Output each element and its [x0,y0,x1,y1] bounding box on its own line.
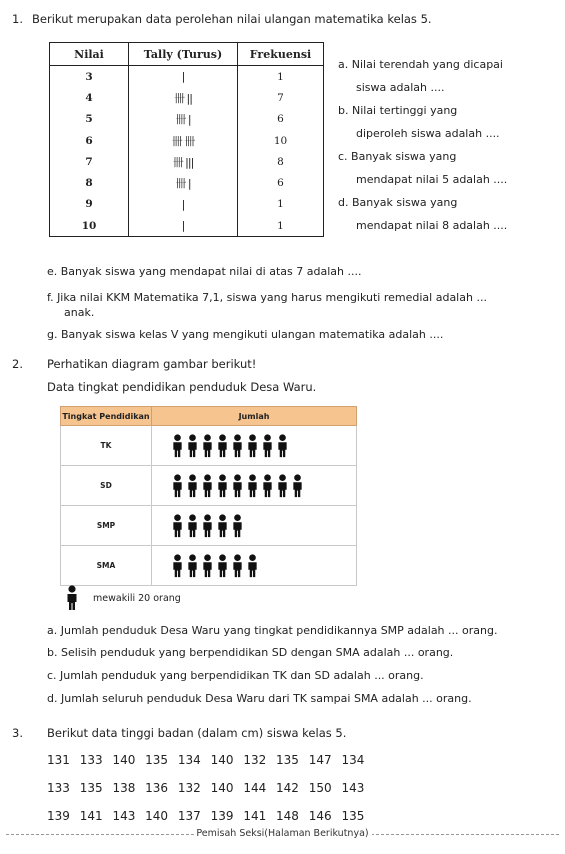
cell-icons [152,546,357,586]
question-2-number: 2. [12,357,23,371]
q1-item-a-line2: siswa adalah .... [356,81,445,94]
q2-item-b: b. Selisih penduduk yang berpendidikan SD dengan SMA adalah ... orang. [47,646,454,659]
height-data-row-1: 131 133 140 135 134 140 132 135 147 134 [47,753,365,767]
person-icon [231,474,244,498]
person-icon [216,474,229,498]
table-row [50,87,324,108]
cell-nilai: 3 [50,66,129,88]
q1-item-c-line1: c. Banyak siswa yang [338,150,457,163]
table-row [50,172,324,193]
cell-nilai: 8 [50,172,129,193]
cell-tally: 卌 | [129,109,238,130]
person-icon [186,474,199,498]
cell-tally: 卌 || [129,87,238,108]
cell-nilai: 6 [50,130,129,151]
table-row [61,426,357,466]
person-icon [186,554,199,578]
person-icon [216,514,229,538]
table-row [50,130,324,151]
cell-level: SD [61,466,152,506]
person-icon [186,434,199,458]
section-separator-label: Pemisah Seksi(Halaman Berikutnya) [193,828,371,839]
cell-icons [152,506,357,546]
question-1-number: 1. [12,12,23,26]
question-3-intro: Berikut data tinggi badan (dalam cm) siswa kelas 5. [47,726,347,740]
cell-tally: | [129,215,238,237]
q1-item-f-line2: anak. [64,306,95,319]
cell-level: TK [61,426,152,466]
cell-tally: | [129,194,238,215]
tally-table [49,42,324,237]
cell-frekuensi: 1 [238,215,324,237]
height-data-row-3: 139 141 143 140 137 139 141 148 146 135 [47,809,365,823]
person-icon [201,514,214,538]
person-icon [276,474,289,498]
q1-item-b-line2: diperoleh siswa adalah .... [356,127,500,140]
table-row [50,151,324,172]
person-icon [246,554,259,578]
person-icon [231,554,244,578]
cell-frekuensi: 6 [238,109,324,130]
header-frekuensi: Frekuensi [238,43,324,66]
q1-item-b-line1: b. Nilai tertinggi yang [338,104,458,117]
cell-frekuensi: 1 [238,194,324,215]
person-icon [231,434,244,458]
header-jumlah: Jumlah [152,407,357,426]
cell-frekuensi: 7 [238,87,324,108]
person-icon [216,554,229,578]
cell-nilai: 9 [50,194,129,215]
q1-item-d-line2: mendapat nilai 8 adalah .... [356,219,508,232]
q1-item-e: e. Banyak siswa yang mendapat nilai di atas 7 adalah .... [47,265,362,278]
person-icon [171,474,184,498]
question-2-subtitle: Data tingkat pendidikan penduduk Desa Waru. [47,380,317,394]
person-legend-icon [65,585,79,614]
person-icon [261,474,274,498]
cell-frekuensi: 10 [238,130,324,151]
question-1-intro: Berikut merupakan data perolehan nilai ulangan matematika kelas 5. [32,12,432,26]
cell-nilai: 10 [50,215,129,237]
cell-tally: 卌 ||| [129,151,238,172]
table-row [50,66,324,88]
q1-item-d-line1: d. Banyak siswa yang [338,196,458,209]
cell-nilai: 5 [50,109,129,130]
cell-tally: | [129,66,238,88]
table-row [61,466,357,506]
cell-tally: 卌 卌 [129,130,238,151]
person-icon [261,434,274,458]
person-icon [171,434,184,458]
person-icon [201,474,214,498]
q1-item-a-line1: a. Nilai terendah yang dicapai [338,58,503,71]
person-icon [186,514,199,538]
person-icon [231,514,244,538]
cell-frekuensi: 1 [238,66,324,88]
table-row [61,506,357,546]
cell-tally: 卌 | [129,172,238,193]
legend-text: mewakili 20 orang [93,593,181,604]
person-icon [171,514,184,538]
table-row [50,215,324,237]
person-icon [246,434,259,458]
person-icon [216,434,229,458]
table-row [61,546,357,586]
header-tally: Tally (Turus) [129,43,238,66]
header-nilai: Nilai [50,43,129,66]
question-3-number: 3. [12,726,23,740]
person-icon [291,474,304,498]
table-row [50,194,324,215]
height-data-row-2: 133 135 138 136 132 140 144 142 150 143 [47,781,365,795]
cell-nilai: 4 [50,87,129,108]
q1-item-g: g. Banyak siswa kelas V yang mengikuti ulangan matematika adalah .... [47,328,444,341]
q2-item-d: d. Jumlah seluruh penduduk Desa Waru dari TK sampai SMA adalah ... orang. [47,692,472,705]
question-2-intro: Perhatikan diagram gambar berikut! [47,357,257,371]
person-icon [171,554,184,578]
person-icon [201,434,214,458]
q1-item-c-line2: mendapat nilai 5 adalah .... [356,173,508,186]
q1-item-f-line1: f. Jika nilai KKM Matematika 7,1, siswa yang harus mengikuti remedial adalah ... [47,291,487,304]
person-icon [201,554,214,578]
cell-nilai: 7 [50,151,129,172]
cell-frekuensi: 8 [238,151,324,172]
q2-item-a: a. Jumlah penduduk Desa Waru yang tingkat pendidikannya SMP adalah ... orang. [47,624,498,637]
person-icon [246,474,259,498]
section-separator [6,828,559,839]
table-row [50,109,324,130]
cell-icons [152,426,357,466]
person-icon [276,434,289,458]
pictogram-table [60,406,357,586]
cell-frekuensi: 6 [238,172,324,193]
cell-level: SMP [61,506,152,546]
header-tingkat: Tingkat Pendidikan [61,407,152,426]
cell-icons [152,466,357,506]
cell-level: SMA [61,546,152,586]
q2-item-c: c. Jumlah penduduk yang berpendidikan TK dan SD adalah ... orang. [47,669,424,682]
